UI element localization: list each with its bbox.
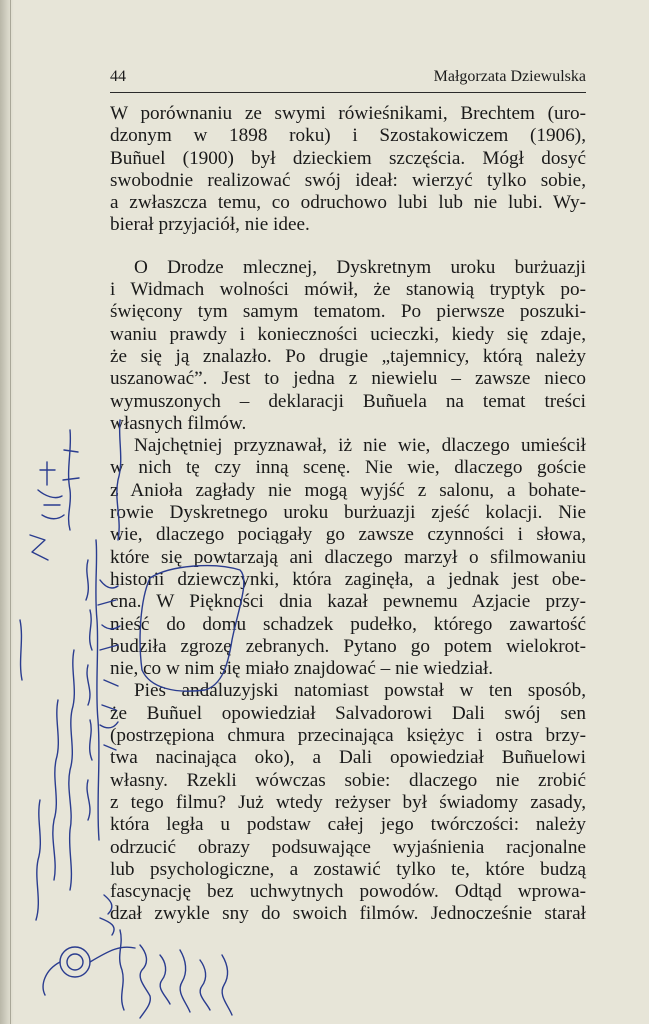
text-line: z Anioła zagłady nie mogą wyjść z salonu, a bohate- [110,479,586,501]
text-line: lub psychologiczne, a zostawić tylko te, które budzą [110,858,586,880]
text-line: z tego filmu? Już wtedy reżyser był świadomy zasady, [110,791,586,813]
paragraph-3 [110,435,586,680]
text-line: swobodnie realizować swój ideał: wierzyć tylko sobie, [110,169,586,191]
handwriting-stroke [86,560,92,820]
text-line: własnych filmów. [110,412,247,434]
handwriting-stroke [180,950,190,1012]
text-line: Buñuel (1900) był dzieckiem szczęścia. Mógł dosyć [110,147,586,169]
handwriting-stroke [38,462,64,519]
paragraph-4 [110,680,586,925]
body-text [110,103,586,926]
text-line: O Drodze mlecznej, Dyskretnym uroku burżuazji [134,256,586,278]
text-line: dzonym w 1898 roku) i Szostakowiczem (1906), [110,125,586,147]
text-line: Najchętniej przyznawał, iż nie wie, dlaczego umieścił [134,435,586,457]
text-line: święcony tym samym tematom. Po pierwsze poszuki- [110,301,586,323]
text-line: uszanować”. Jest to jedna z niewielu – zawsze nieco [110,368,586,390]
handwriting-stroke [43,947,135,995]
paragraph-2 [110,257,586,435]
text-line: wymuszonych – deklaracji Buñuela na temat treści [110,390,586,412]
binding-line [10,0,11,1024]
text-line: historii dziewczynki, która zaginęła, a jednak jest obe- [110,568,586,590]
page-header [110,66,586,93]
text-line: odrzucić obrazy podsuwające wyjaśnienia racjonalne [110,836,586,858]
text-line: bierał przyjaciół, nie idee. [110,214,310,236]
text-line: W porównaniu ze swymi rówieśnikami, Brechtem (uro- [110,103,586,124]
text-line: Pies andaluzyjski natomiast powstał w ten sposób, [134,680,586,702]
text-line: cna. W Piękności dnia kazał pewnemu Azjacie przy- [110,591,586,613]
handwriting-stroke [36,800,40,920]
handwriting-stroke [53,700,58,880]
text-line: w nich tę czy inną scenę. Nie wie, dlaczego goście [110,457,586,479]
text-line: a zwłaszcza temu, co odruchowo lubi lub nie lubi. Wy- [110,192,586,214]
handwriting-stroke [140,945,150,1018]
text-line: waniu prawdy i konieczności ucieczki, kiedy się zdaje, [110,323,586,345]
text-line: rowie Dyskretnego uroku burżuazji zjeść kolacji. Nie [110,502,586,524]
text-line: która legła u podstaw całej jego twórczości: należy [110,814,586,836]
text-line: że Buñuel opowiedział Salvadorowi Dali swój sen [110,702,586,724]
text-line: że się ją znalazło. Po drugie „tajemnicy, którą należy [110,345,586,367]
handwriting-stroke [20,620,22,680]
text-line: i Widmach wolności mówił, że stanowią tryptyk po- [110,279,586,301]
text-line: nieść do domu schadzek pudełko, którego zawartość [110,613,586,635]
circled-mark-inner [67,954,83,970]
text-line: twa nacinająca oko), a Dali opowiedział Buñuelowi [110,747,586,769]
handwriting-stroke [30,535,48,560]
text-line: wie, dlaczego pociągały go zawsze czynności i słowa, [110,524,586,546]
text-line: nie, co w nim się miało znajdować – nie wiedział. [110,658,494,680]
text-line: własny. Rzekli wówczas sobie: dlaczego nie zrobić [110,769,586,791]
text-line: fascynację bez uchwytnych powodów. Odtąd wprowa- [110,881,586,903]
handwriting-stroke [69,650,74,890]
text-line: budziła zgrozę zebranych. Pytano go potem wielokrot- [110,635,586,657]
text-line: dzał zwykle sny do swoich filmów. Jednocześnie starał [110,903,586,925]
handwriting-stroke [160,955,170,1004]
paragraph-gap [110,237,586,257]
paragraph-1 [110,103,586,237]
page-number: 44 [110,68,126,85]
handwriting-stroke [63,430,79,530]
handwriting-stroke [96,540,99,840]
text-line: które się powtarzają ani dlaczego marzył o sfilmowaniu [110,546,586,568]
circled-mark [60,947,90,977]
handwriting-stroke [120,930,124,1010]
running-head: Małgorzata Dziewulska [433,68,586,85]
page-gutter [0,0,14,1024]
handwriting-stroke [222,955,232,1015]
text-line: (postrzępiona chmura przecinająca księżyc i ostra brzy- [110,725,586,747]
handwriting-stroke [200,960,210,1010]
